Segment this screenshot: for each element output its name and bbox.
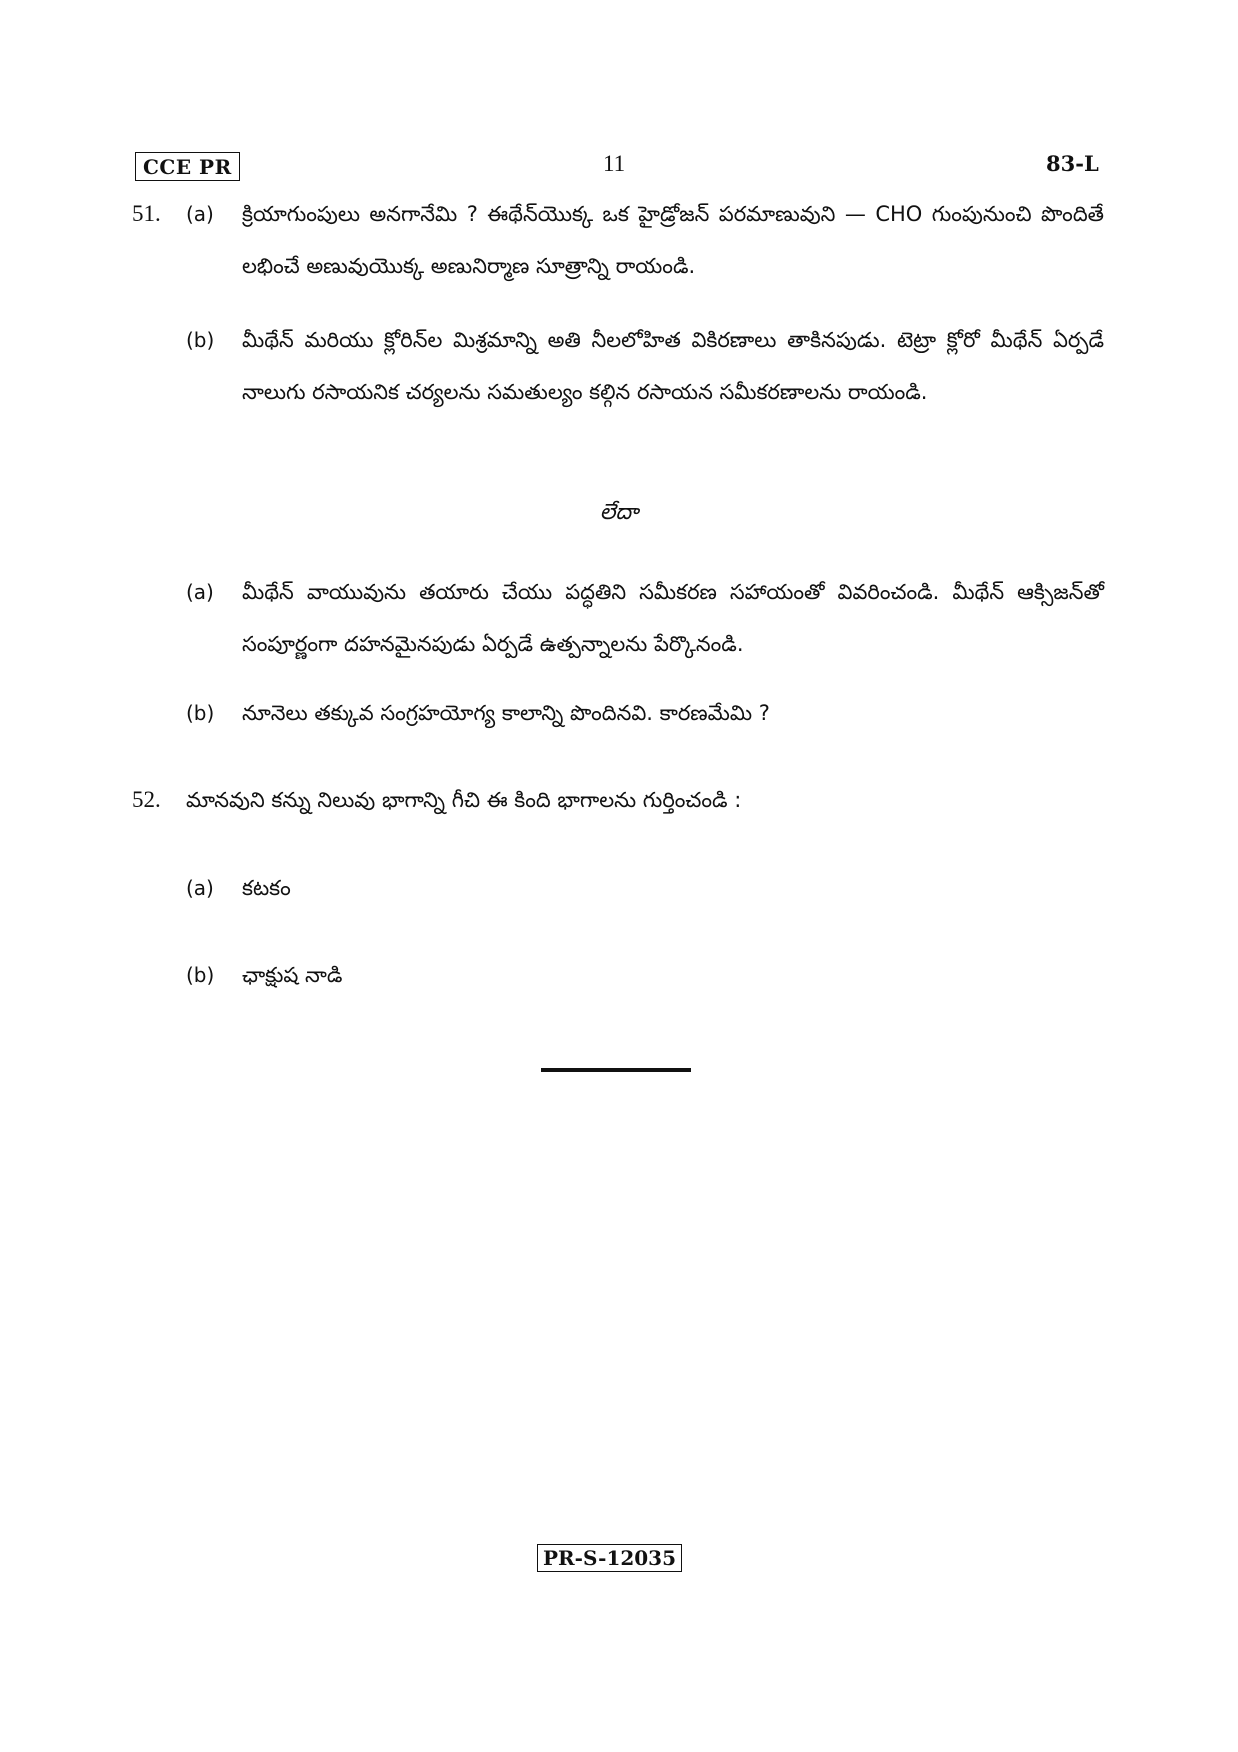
question-51-number: 51. [132, 201, 161, 226]
question-52-text: మానవుని కన్ను నిలువు భాగాన్ని గీచి ఈ కింది భాగాలను గుర్తించండి : [186, 788, 742, 812]
question-51-alt-b-label: (b) [186, 701, 215, 725]
paper-code: 83-L [1046, 151, 1099, 176]
question-51a-text: క్రియాగుంపులు అనగానేమి ? ఈథేన్‌యొక్క ఒక హైడ్రోజన్ పరమాణువుని — CHO గుంపునుంచి పొందితే లభించే అణువుయొక్క అణునిర్మాణ సూత్రాన్ని రాయండి. [242, 202, 1104, 278]
question-52a-label: (a) [186, 876, 214, 900]
footer-code-box: PR-S-12035 [537, 1544, 682, 1572]
question-51-alt-b-text: నూనెలు తక్కువ సంగ్రహయోగ్య కాలాన్ని పొందినవి. కారణమేమి ? [242, 701, 770, 725]
question-52a-text: కటకం [242, 876, 291, 900]
end-rule [541, 1068, 691, 1072]
or-separator: లేదా [599, 500, 639, 525]
question-52-number: 52. [132, 787, 161, 812]
question-52b-label: (b) [186, 963, 215, 987]
question-51b-text: మీథేన్ మరియు క్లోరిన్‌ల మిశ్రమాన్ని అతి నీలలోహిత వికిరణాలు తాకినపుడు. టెట్రా క్లోరో మీథేన్ ఏర్పడే నాలుగు రసాయనిక చర్యలను సమతుల్యం కల్గిన రసాయన సమీకరణాలను రాయండి. [242, 328, 1104, 404]
question-51-alt-a-text: మీథేన్ వాయువును తయారు చేయు పద్ధతిని సమీకరణ సహాయంతో వివరించండి. మీథేన్ ఆక్సిజన్‌తో సంపూర్ణంగా దహనమైనపుడు ఏర్పడే ఉత్పన్నాలను పేర్కొనండి. [242, 580, 1104, 656]
question-52b-text: ఛాక్షుష నాడి [242, 963, 343, 987]
question-51a-label: (a) [186, 202, 214, 226]
question-51b-label: (b) [186, 328, 215, 352]
page-number: 11 [603, 151, 626, 176]
series-box: CCE PR [135, 152, 240, 181]
question-51-alt-a-label: (a) [186, 580, 214, 604]
